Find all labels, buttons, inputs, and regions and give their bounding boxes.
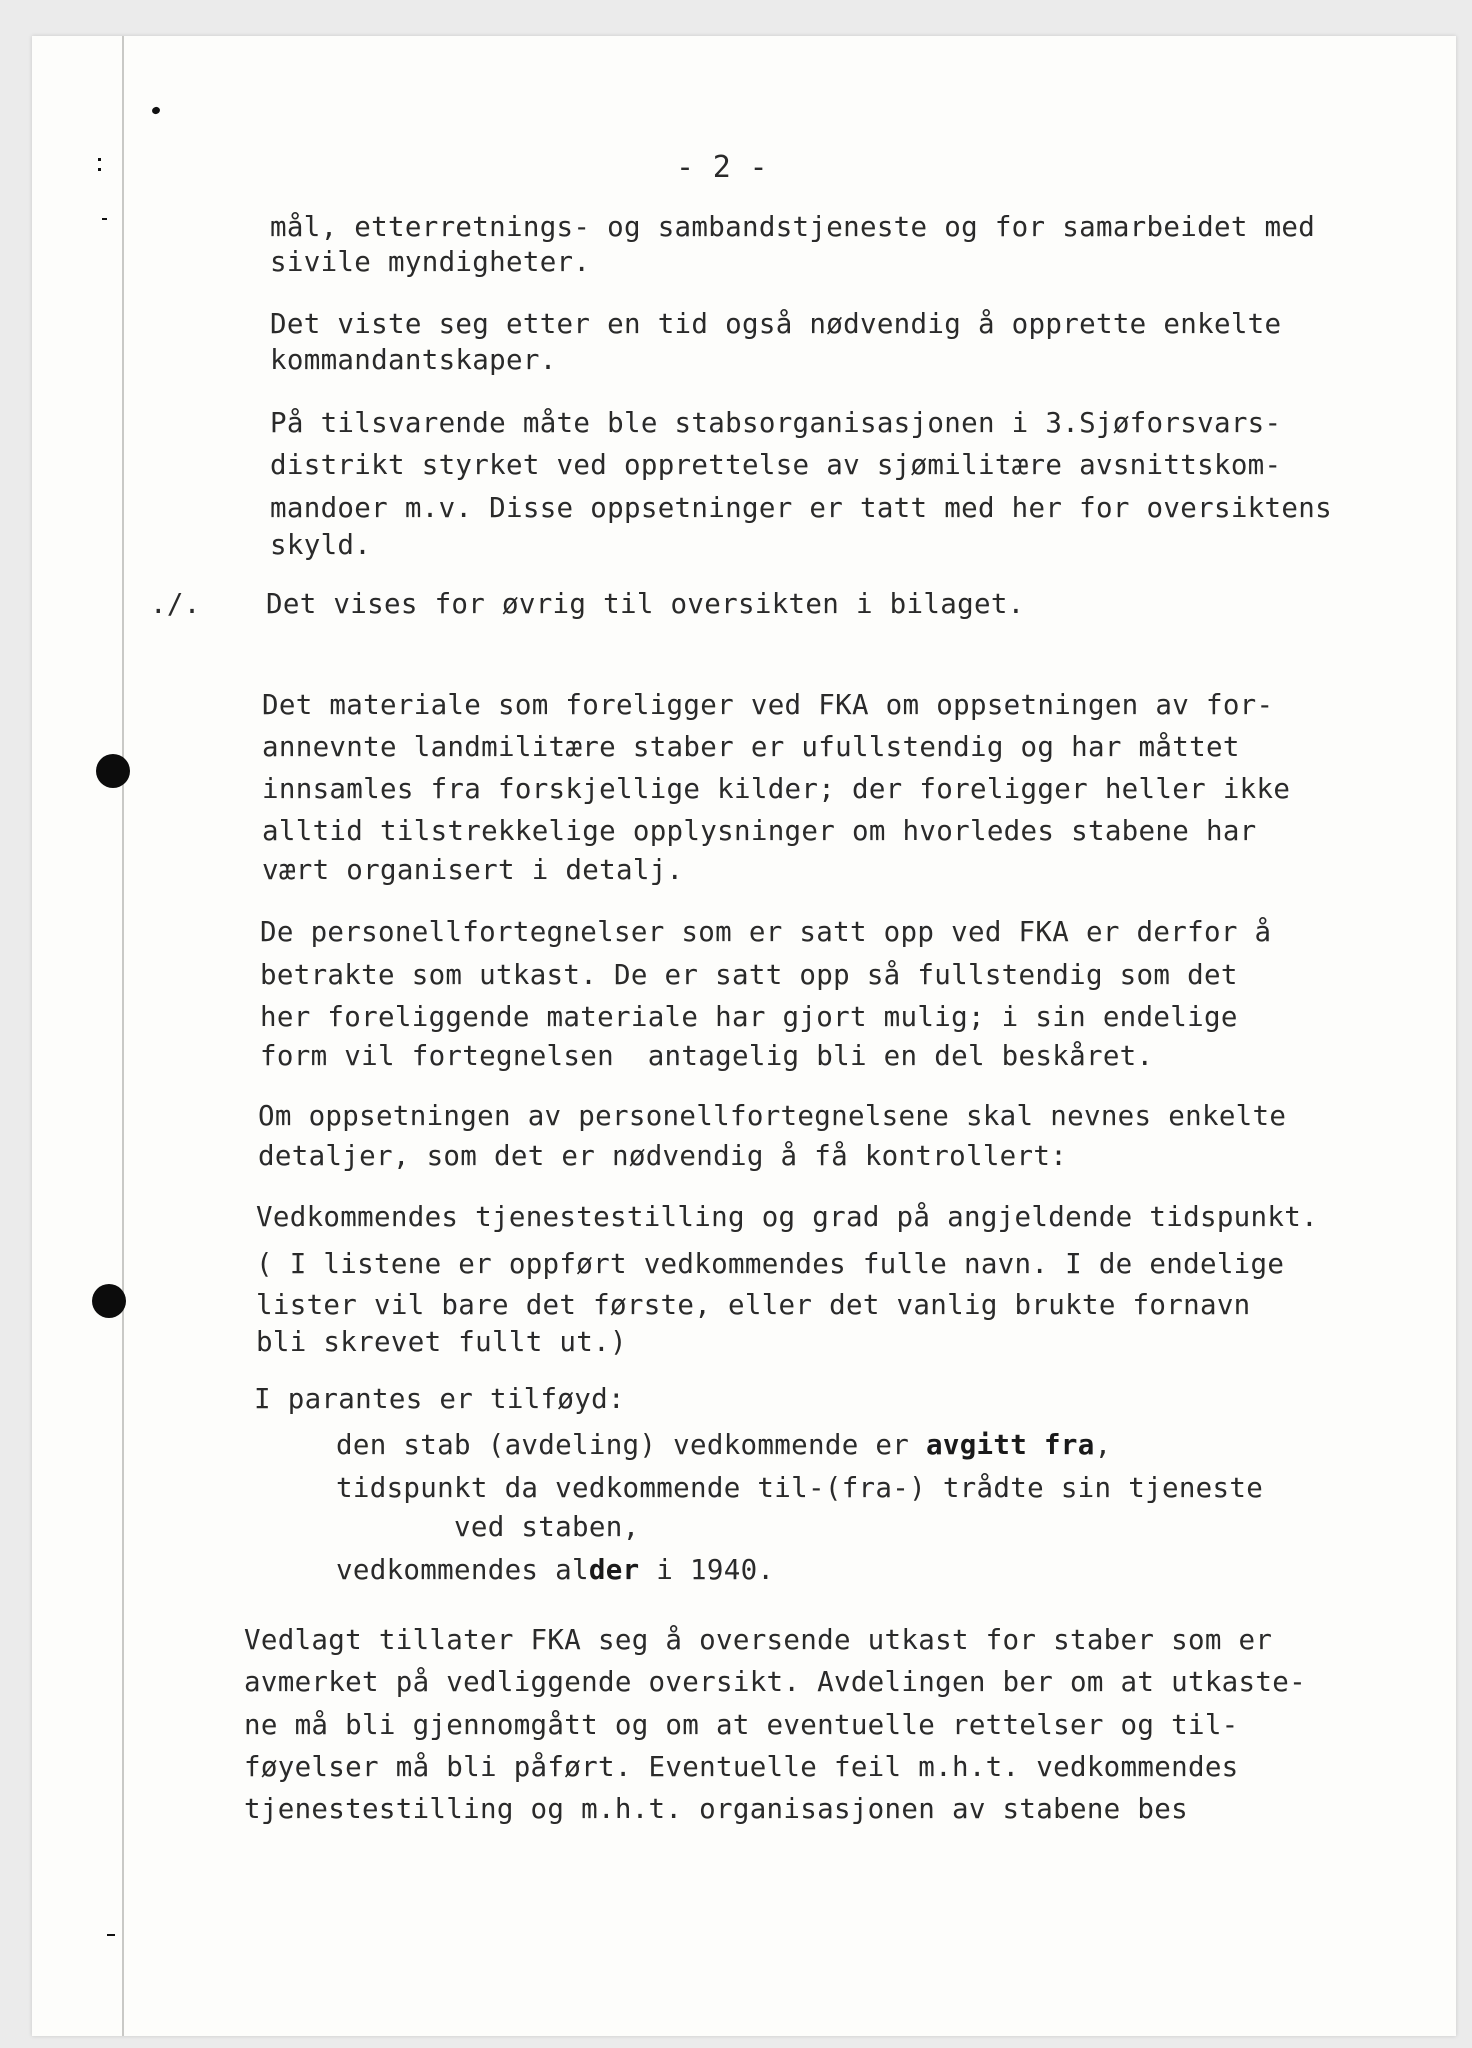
text-line: På tilsvarende måte ble stabsorganisasjonen i 3.Sjøforsvars- bbox=[270, 407, 1282, 439]
text-line: vært organisert i detalj. bbox=[262, 854, 684, 886]
text-line: Det viste seg etter en tid også nødvendig å opprette enkelte bbox=[270, 308, 1282, 340]
text-line: føyelser må bli påført. Eventuelle feil m.h.t. vedkommendes bbox=[244, 1751, 1239, 1783]
text-line: skyld. bbox=[270, 529, 372, 561]
text-line: avmerket på vedliggende oversikt. Avdelingen ber om at utkaste- bbox=[244, 1666, 1306, 1698]
text-line bbox=[336, 1429, 1112, 1461]
tick-mark bbox=[98, 168, 101, 171]
bold-text-segment: avgitt fra bbox=[925, 1429, 1095, 1461]
text-line: bli skrevet fullt ut.) bbox=[256, 1326, 627, 1358]
text-line: her foreliggende materiale har gjort mulig; i sin endelige bbox=[260, 1001, 1238, 1033]
page-number: - 2 - bbox=[676, 150, 768, 185]
text-line: distrikt styrket ved opprettelse av sjømilitære avsnittskom- bbox=[270, 449, 1282, 481]
text-line: Vedkommendes tjenestestilling og grad på angjeldende tidspunkt. bbox=[256, 1201, 1318, 1233]
text-line: mandoer m.v. Disse oppsetninger er tatt med her for oversiktens bbox=[270, 492, 1332, 524]
text-line: annevnte landmilitære staber er ufullstendig og har måttet bbox=[262, 731, 1240, 763]
margin-rule bbox=[122, 36, 124, 2036]
text-line: ved staben, bbox=[454, 1511, 640, 1543]
punch-hole-top bbox=[96, 754, 130, 788]
tick-mark bbox=[107, 1934, 115, 1936]
punch-hole-bottom bbox=[92, 1284, 126, 1318]
text-line: alltid tilstrekkelige opplysninger om hvorledes stabene har bbox=[262, 815, 1257, 847]
text-line: Det materiale som foreligger ved FKA om oppsetningen av for- bbox=[262, 689, 1274, 721]
text-line: ne må bli gjennomgått og om at eventuelle rettelser og til- bbox=[244, 1709, 1239, 1741]
text-line: betrakte som utkast. De er satt opp så fullstendig som det bbox=[260, 959, 1238, 991]
text-line: sivile myndigheter. bbox=[270, 246, 591, 278]
text-segment: vedkommendes al bbox=[336, 1554, 589, 1586]
text-segment: , bbox=[1094, 1429, 1112, 1461]
bold-text-segment: der bbox=[588, 1554, 640, 1586]
enclosure-mark: ./. bbox=[150, 588, 201, 620]
text-line: mål, etterretnings- og sambandstjeneste og for samarbeidet med bbox=[270, 211, 1316, 243]
text-segment: den stab (avdeling) vedkommende er bbox=[336, 1429, 926, 1461]
text-line: lister vil bare det første, eller det vanlig brukte fornavn bbox=[256, 1289, 1251, 1321]
text-line: tidspunkt da vedkommende til-(fra-) trådte sin tjeneste bbox=[336, 1472, 1264, 1504]
text-line: innsamles fra forskjellige kilder; der foreligger heller ikke bbox=[262, 773, 1291, 805]
tick-mark bbox=[102, 218, 107, 220]
text-line: form vil fortegnelsen antagelig bli en del beskåret. bbox=[260, 1040, 1154, 1072]
text-line: detaljer, som det er nødvendig å få kontrollert: bbox=[258, 1140, 1068, 1172]
text-line: tjenestestilling og m.h.t. organisasjonen av stabene bes bbox=[244, 1793, 1188, 1825]
text-line: ( I listene er oppført vedkommendes fulle navn. I de endelige bbox=[256, 1248, 1285, 1280]
text-line bbox=[336, 1554, 775, 1586]
text-line: Om oppsetningen av personellfortegnelsene skal nevnes enkelte bbox=[258, 1100, 1287, 1132]
text-line: Vedlagt tillater FKA seg å oversende utkast for staber som er bbox=[244, 1624, 1273, 1656]
text-line: Det vises for øvrig til oversikten i bilaget. bbox=[266, 588, 1025, 620]
text-line: I parantes er tilføyd: bbox=[254, 1383, 625, 1415]
text-line: De personellfortegnelser som er satt opp ved FKA er derfor å bbox=[260, 916, 1272, 948]
text-line: kommandantskaper. bbox=[270, 344, 557, 376]
text-segment: i 1940. bbox=[639, 1554, 775, 1586]
tick-mark bbox=[98, 158, 101, 161]
